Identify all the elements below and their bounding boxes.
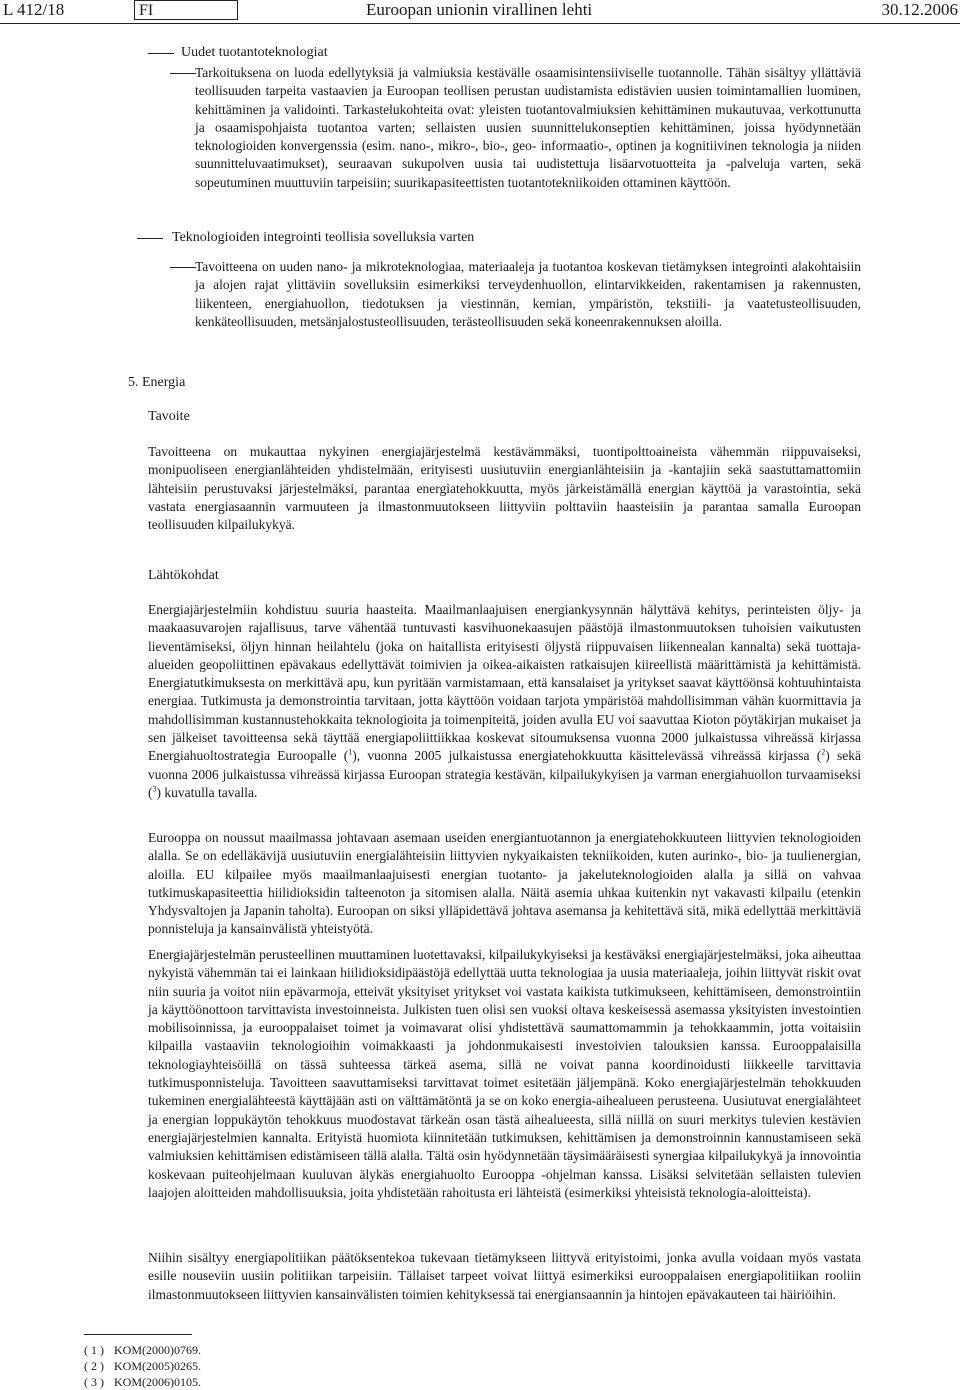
dash-marker (170, 267, 196, 268)
footnote-rule (84, 1334, 192, 1335)
publication-date: 30.12.2006 (881, 0, 958, 19)
paragraph-integration: Tavoitteena on uuden nano- ja mikroteknologiaa, materiaaleja ja tuotantoa koskevan tietämyksen integrointi alakohtaisiin ja alojen rajat ylittäviin sovelluksiin esimerkiksi terveydenhuollon, elintarvikkeiden, rakentamisen ja rakennusten, liikenteen, energiahuollon, tiedotuksen ja viestinnän, kemian, ympäristön, tekstiili- ja vaatetusteollisuuden, kenkäteollisuuden, metsänjalostusteollisuuden, terästeollisuuden sekä koneenrakennuksen aloilla. (195, 259, 861, 329)
subheading-goal: Tavoite (148, 409, 190, 424)
footnote-ref-1[interactable]: 1 (348, 747, 353, 757)
journal-title: Euroopan unionin virallinen lehti (366, 0, 593, 19)
footnote-text: KOM(2000)0769. (114, 1343, 201, 1357)
section-heading-energy: 5. Energia (128, 375, 186, 390)
footnote-2 (84, 1359, 201, 1373)
paragraph-new-tech: Tarkoituksena on luoda edellytyksiä ja valmiuksia kestävälle osaamisintensiiviselle tuotannolle. Tähän sisältyy yllättäviä teollisuuden tarpeita vastaavien ja Euroopan teollisen perustan uudistamista edistävien uusien toimintamallien luominen, kehittäminen ja validointi. Tarkastelukohteita ovat: yleisten tuotantovalmiuksien kehittäminen mukautuvaa, verkottunutta ja osaamispohjaista tuotantoa varten; sellaisten uusien suunnittelukonseptien kehittäminen, joissa hyödynnetään teknologioiden konvergenssia (esim. nano-, mikro-, bio-, geo- informaatio-, optinen ja kognitiivinen teknologia ja niiden suunnitteluvaatimukset), seuraavan sukupolven uusia tai uudistettuja lisäarvotuotteita ja -palveluja varten, sekä sopeutuminen muuttuviin tarpeisiin; suurikapasiteettisten tuotantotekniikoiden ottaminen käyttöön. (195, 65, 861, 190)
page-reference: L 412/18 (3, 0, 65, 19)
text-run: Energiajärjestelmiin kohdistuu suuria haasteita. Maailmanlaajuisen energiankysynnän hälyttävä kehitys, perinteisten öljy- ja maakaasuvarojen rajallisuus, tarve vähentää tuntuvasti kasvihuonekaasujen päästöjä ilmastonmuutoksen tuhoisien vaikutusten lieventämiseksi, öljyn hinnan heilahtelu (joka on haitallista erityisesti öljystä riippuvaisen liikennealan kannalta) sekä tuottaja-alueiden geopoliittinen epävakaus edellyttävät toimivien ja oikea-aikaisten ratkaisujen kiireellistä määrittämistä ja kehittämistä. Energiatutkimuksesta on merkittävä apu, kun pyritään varmistamaan, että kansalaiset ja yritykset saavat käyttöönsä kohtuuhintaista energiaa. Tutkimusta ja demonstrointia tarvitaan, jotta käyttöön voidaan tarjota ympäristöä mahdollisimman vähän kuormittavia ja mahdollisimman kustannustehokkaita teknologioita ja toimenpiteitä, joiden avulla EU voi saavuttaa Kioton pöytäkirjan mukaiset ja sen jälkeiset tavoitteensa sekä täyttää energiapoliittiikkaa koskevat sitoumuksensa vuonna 2000 julkaistussa vihreässä kirjassa Energiahuoltostrategia Euroopalle ( (148, 602, 861, 764)
text-run: ) sekä vuonna 2006 julkaistussa vihreässä kirjassa Euroopan strategia kestävän, kilpailukykyisen ja varman energiahuollon turvaamiseksi ( (148, 748, 862, 800)
dash-marker (170, 73, 196, 74)
paragraph-background-4: Niihin sisältyy energiapolitiikan päätöksentekoa tukevaan tietämykseen liittyvä erityistoimi, jonka avulla voidaan myös vastata esille nouseviin uusiin politiikan tarpeisiin. Tällaiset tarpeet voivat liittyä esimerkiksi eurooppalaisen energiapolitiikan rooliin ilmastonmuutokseen liittyvien kansainvälisten toimien kehityksessä tai energiansaannin ja hintojen epävakauteen tai häiriöihin. (148, 1250, 861, 1302)
subsection-title: Teknologioiden integrointi teollisia sovelluksia varten (172, 230, 475, 245)
header-rule (0, 23, 960, 24)
language-box: FI (134, 0, 238, 20)
page-header (0, 0, 960, 22)
subheading-background: Lähtökohdat (148, 568, 219, 583)
footnote-1 (84, 1343, 201, 1357)
subsection-title: Uudet tuotantoteknologiat (181, 45, 328, 60)
dash-marker (148, 53, 174, 54)
footnote-3 (84, 1375, 201, 1389)
footnote-number: ( 1 ) (84, 1343, 104, 1357)
paragraph-background-1 (148, 601, 861, 802)
paragraph-background-2: Eurooppa on noussut maailmassa johtavaan asemaan useiden energiantuotannon ja energiatehokkuuteen liittyvien teknologioiden alalla. Se on edelläkävijä uusiutuviin energialähteisiin liittyvien nykyaikaisten tekniikoiden, kuten aurinko-, bio- ja tuulienergian, aloilla. EU kilpailee myös maailmanlaajuisesti energian tuotanto- ja jakeluteknologioiden alalla ja sillä on vahvaa tutkimuskapasiteettia hiilidioksidin talteenoton ja sitomisen alalla. Näitä asemia uhkaa kuitenkin nyt vakavasti kilpailu (etenkin Yhdysvaltojen ja Japanin taholta). Euroopan on siksi ylläpidettävä johtava asemansa ja kehitettävä sitä, mikä edellyttää merkittäviä ponnisteluja ja kansainvälistä yhteistyötä. (148, 830, 861, 937)
footnote-ref-2[interactable]: 2 (821, 747, 826, 757)
text-run: ), vuonna 2005 julkaistussa energiatehokkuutta käsittelevässä vihreässä kirjassa ( (352, 748, 822, 764)
footnote-number: ( 3 ) (84, 1375, 104, 1389)
footnote-text: KOM(2005)0265. (114, 1359, 201, 1373)
footnote-ref-3[interactable]: 3 (152, 784, 157, 794)
paragraph-goal: Tavoitteena on mukauttaa nykyinen energiajärjestelmä kestävämmäksi, tuontipolttoaineista vähemmän riippuvaiseksi, monipuoliseen energianlähteiden yhdistelmään, erityisesti uusiutuviin energianlähteisiin ja -kantajiin sekä saastuttamattomiin lähteisiin perustuvaksi järjestelmäksi, parantaa energiatehokkuutta, myös järkeistämällä energian käyttöä ja varastointia, sekä vastata energiasaannin varmuuteen ja ilmastonmuutokseen liittyviin polttaviin haasteisiin ja parantaa samalla Euroopan teollisuuden kilpailukykyä. (148, 444, 861, 533)
paragraph-background-3: Energiajärjestelmän perusteellinen muuttaminen luotettavaksi, kilpailukykyiseksi ja kestäväksi energiajärjestelmäksi, joka aiheuttaa nykyistä vähemmän tai ei lainkaan hiilidioksidipäästöjä edellyttää uutta teknologiaa ja uusia materiaaleja, joihin liittyvät riskit ovat niin suuria ja voitot niin epävarmoja, etteivät yksityiset yritykset voi vastata kaikista tutkimukseen, kehittämiseen, demonstrointiin ja käyttöönottoon tarvittavista investoinneista. Julkisten tuen olisi sen vuoksi oltava keskeisessä asemassa yksityisten investointien mobilisoinnissa, ja eurooppalaiset toimet ja voimavarat olisi yhdistettävä saumattomammin ja tehokkaammin, jotta voitaisiin kilpailla vastaaviin teknologioihin voimakkaasti ja johdonmukaisesti investoivien talouksien kanssa. Eurooppalaisilla teknologiayhteisöillä on tässä suhteessa tärkeä asema, sillä ne voivat panna koordinoidusti liikkeelle tarvittavia tutkimusponnisteluja. Tavoitteen saavuttamiseksi tarvittavat toimet esitetään jäljempänä. Koko energiajärjestelmän tehokkuuden tukeminen energialähteestä käyttäjään asti on välttämätöntä ja se on koko energia-aihealueen perusteena. Uusiutuvat energialähteet ja energian loppukäytön tehokkuus muodostavat tärkeän osan tästä aihealueesta, sillä niillä on suuri merkitys tulevien kestävien energiajärjestelmien kannalta. Erityistä huomiota kiinnitetään tutkimuksen, kehittämisen ja demonstroinnin kannustamiseen sekä valmiuksien kehittämisen edistämiseen tällä alalla. Tältä osin hyödynnetään täysimääräisesti synergiaa kilpailukykyä ja innovointia koskevaan puiteohjelmaan kuuluvan älykäs energiahuolto Eurooppa -ohjelman kanssa. Lisäksi selvitetään sellaisten tulevien laajojen aloitteiden mahdollisuuksia, joita yhdistetään rahoitusta eri lähteistä (esimerkiksi yhteisistä teknologia-aloitteista). (148, 947, 861, 1200)
footnote-number: ( 2 ) (84, 1359, 104, 1373)
dash-marker (137, 238, 163, 239)
footnote-text: KOM(2006)0105. (114, 1375, 201, 1389)
text-run: ) kuvatulla tavalla. (156, 784, 258, 800)
